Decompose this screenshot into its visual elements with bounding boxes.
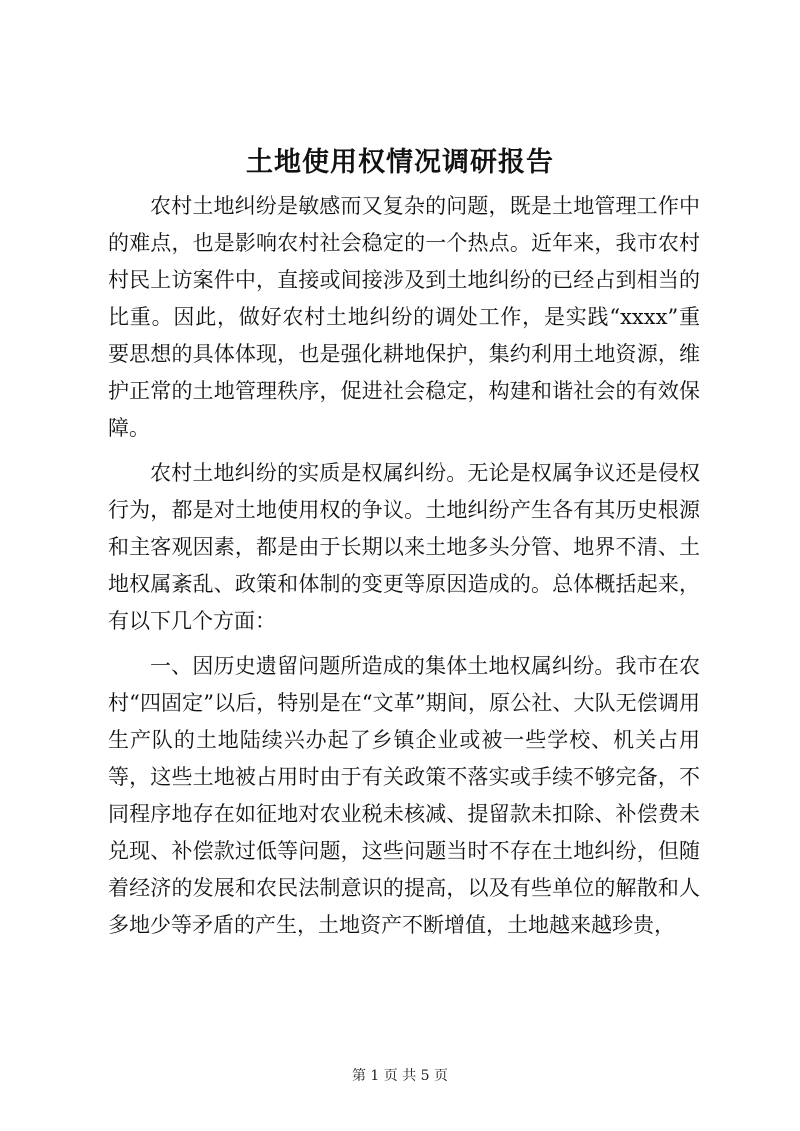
document-body (108, 188, 700, 952)
paragraph-1: 农村土地纠纷是敏感而又复杂的问题，既是土地管理工作中的难点，也是影响农村社会稳定的一个热点。近年来，我市农村村民上访案件中，直接或间接涉及到土地纠纷的已经占到相当的比重。因此，做好农村土地纠纷的调处工作，是实践“xxxx”重要思想的具体体现，也是强化耕地保护，集约利用土地资源，维护正常的土地管理秩序，促进社会稳定，构建和谐社会的有效保障。 (108, 194, 700, 440)
page-footer: 第 1 页 共 5 页 (351, 1068, 449, 1084)
paragraph-3: 一、因历史遗留问题所造成的集体土地权属纠纷。我市在农村“四固定”以后，特别是在“文革”期间，原公社、大队无偿调用生产队的土地陆续兴办起了乡镇企业或被一些学校、机关占用等，这些土地被占用时由于有关政策不落实或手续不够完备，不同程序地存在如征地对农业税未核减、提留款未扣除、补偿费未兑现、补偿款过低等问题，这些问题当时不存在土地纠纷，但随着经济的发展和农民法制意识的提高，以及有些单位的解散和人多地少等矛盾的产生，土地资产不断增值，土地越来越珍贵， (108, 654, 700, 937)
paragraph-2: 农村土地纠纷的实质是权属纠纷。无论是权属争议还是侵权行为，都是对土地使用权的争议。土地纠纷产生各有其历史根源和主客观因素，都是由于长期以来土地多头分管、地界不清、土地权属紊乱、政策和体制的变更等原因造成的。总体概括起来，有以下几个方面： (108, 461, 700, 633)
document-title: 土地使用权情况调研报告 (246, 147, 554, 178)
